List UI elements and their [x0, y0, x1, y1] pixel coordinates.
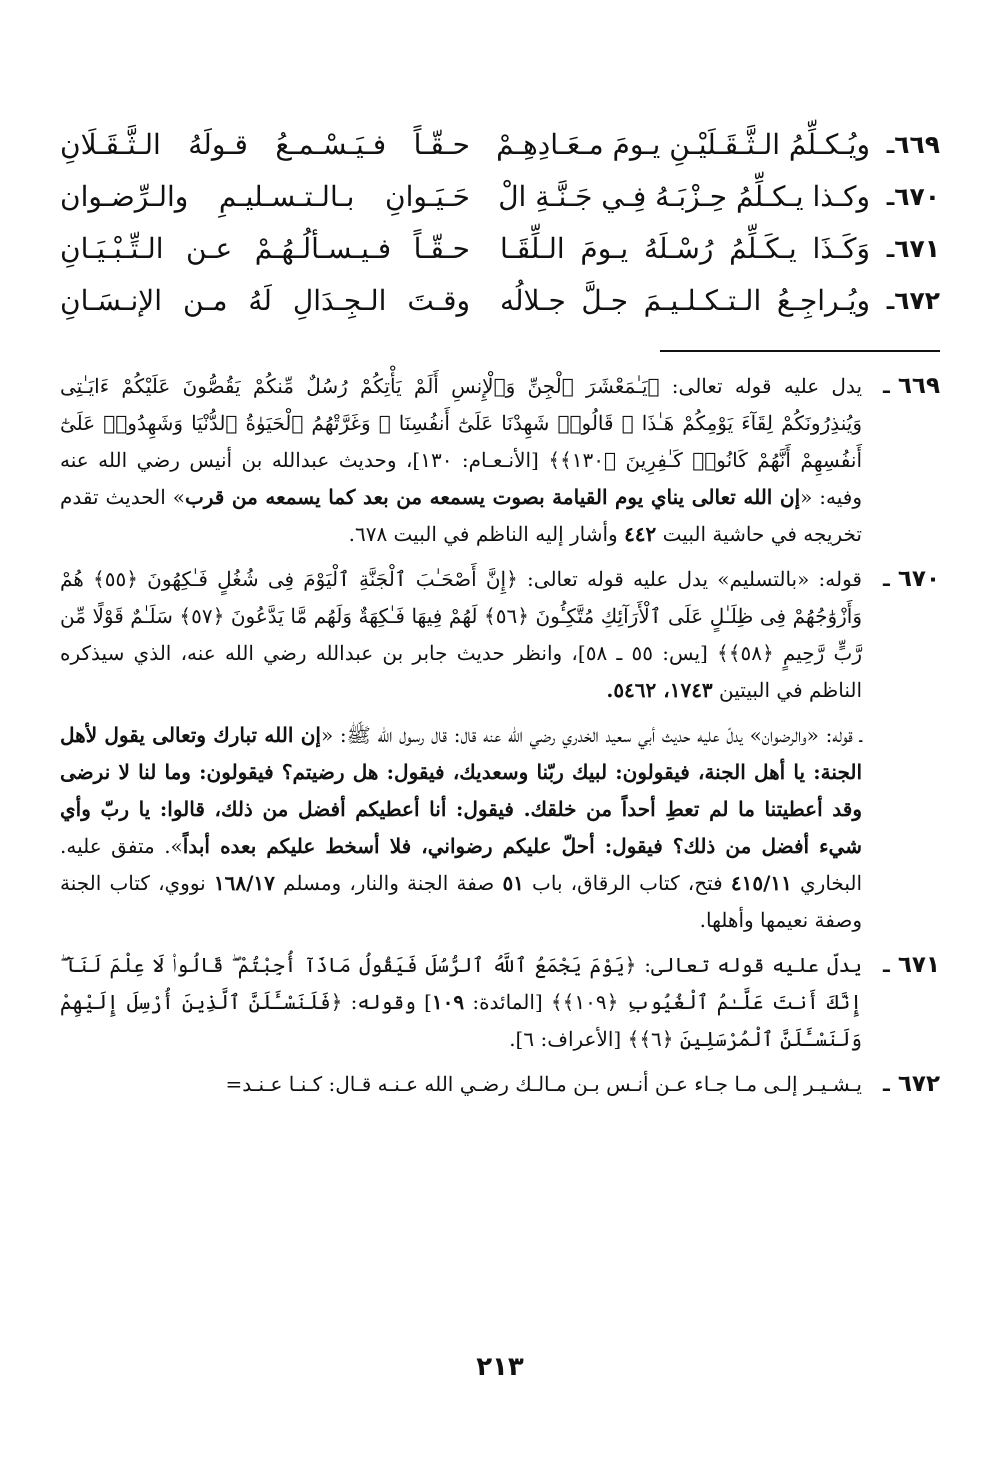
footnote-number: ٦٧١ ـ [883, 952, 940, 978]
footnote-text [60, 947, 862, 1058]
verse-669 [60, 118, 940, 170]
second-hemistich: حَـيَـوانِ بـالـتـسـليـمِ والـرِّضـوان [60, 179, 470, 213]
text-run: ». متفق عليه. البخاري [60, 834, 863, 895]
first-hemistich: وَكَـذَا يـكَـلِّمُ رُسْـلَهُ يـومَ الـلِّقَـا [500, 231, 870, 265]
bold-text: إن الله تبارك وتعالى يقول لأهل الجنة: يا أهل الجنة، فيقولون: لبيك ربّنا وسعديك، فيقول: هل رضيتم؟ فيقولون: وما لنا لا نرضى وقد أعطيتنا ما لم تعطِ أحداً من خلقك. فيقول: أنا أعطيكم أفضل من ذلك، قالوا: يا ربّ وأي شيء أفضل من ذلك؟ فيقول: أحلّ عليكم رضواني، فلا أسخط عليكم بعده أبداً [60, 723, 862, 858]
verse-671 [60, 222, 940, 274]
footnotes [60, 368, 940, 1111]
text-run: [يس: ٥٥ ـ ٥٨]، وانظر حديث جابر بن عبدالله رضي الله عنه، الذي سيذكره الناظم في البيتين [60, 641, 862, 702]
text-run: [الأنـعـام: ١٣٠]، وحديث عبدالله بن أنيس رضي الله عنه وفيه: « [60, 448, 863, 509]
text-run: [المائدة: [464, 990, 551, 1014]
footnote-number: ٦٧٠ ـ [883, 566, 940, 592]
bold-text: ٤٤٢ [624, 522, 657, 546]
verse-number: ٦٧٢ـ [886, 285, 940, 315]
footnote-text [60, 561, 862, 709]
bold-text: إن الله تعالى يناي يوم القيامة بصوت يسمعه من بعد كما يسمعه من قرب [184, 485, 801, 509]
text-run: ] وقوله: [342, 990, 432, 1014]
verse-number: ٦٦٩ـ [886, 129, 940, 159]
second-hemistich: وقـتَ الـجِـدَالِ لَهُ مـن الإنـسَـانِ [60, 283, 470, 317]
quran-quote: ﴿يَـٰمَعْشَرَ ٱلْجِنِّ وَٱلْإِنسِ أَلَمْ يَأْتِكُمْ رُسُلٌ مِّنكُمْ يَقُصُّونَ عَلَيْكُمْ ءَايَـٰتِى وَيُنذِرُونَكُمْ لِقَآءَ يَوْمِكُمْ هَـٰذَا ۚ قَالُوا۟ شَهِدْنَا عَلَىٰٓ أَنفُسِنَا ۖ وَغَرَّتْهُمُ ٱلْحَيَوٰةُ ٱلدُّنْيَا وَشَهِدُوا۟ عَلَىٰٓ أَنفُسِهِمْ أَنَّهُمْ كَانُوا۟ كَـٰفِرِينَ ﴿١٣٠﴾﴾ [60, 374, 863, 472]
quran-quote: ﴿يَوْمَ يَجْمَعُ ٱللَّهُ ٱلرُّسُلَ فَيَقُولُ مَاذَآ أُجِبْتُمْ ۖ قَالُوا۟ لَا عِلْمَ لَنَآ ۖ إِنَّكَ أَنتَ عَلَّـٰمُ ٱلْغُيُوبِ ﴿١٠٩﴾﴾ [60, 953, 863, 1014]
text-run: ـ قوله: «والرضوان» يدلّ عليه حديث أبي سعيد الخدري رضي الله عنه قال: قال رسول الله ﷺ: « [320, 723, 862, 747]
poem-verses [60, 118, 940, 326]
page-number: ٢١٣ [476, 1352, 524, 1382]
bold-text: ١٧٤٣، ٥٤٦٢. [606, 678, 713, 702]
footnote-number: ٦٦٩ ـ [883, 373, 940, 399]
quran-quote: ﴿إِنَّ أَصْحَـٰبَ ٱلْجَنَّةِ ٱلْيَوْمَ فِى شُغُلٍ فَـٰكِهُونَ ﴿٥٥﴾ هُمْ وَأَزْوَٰجُهُمْ فِى ظِلَـٰلٍ عَلَى ٱلْأَرَآئِكِ مُتَّكِـُٔونَ ﴿٥٦﴾ لَهُمْ فِيهَا فَـٰكِهَةٌ وَلَهُم مَّا يَدَّعُونَ ﴿٥٧﴾ سَلَـٰمٌ قَوْلًا مِّن رَّبٍّ رَّحِيمٍ ﴿٥٨﴾﴾ [60, 567, 862, 665]
verse-number: ٦٧١ـ [886, 233, 940, 263]
bold-text: ٤١٥/١١ [730, 871, 792, 895]
footnote-671 [60, 947, 940, 1058]
footnote-separator [660, 350, 940, 352]
footnote-670-continuation [60, 717, 862, 939]
verse-number: ٦٧٠ـ [886, 181, 940, 211]
bold-text: ١٦٨/١٧ [213, 871, 275, 895]
footnote-672 [60, 1066, 940, 1103]
quran-quote: ﴿فَلَنَسْـَٔلَنَّ ٱلَّذِينَ أُرْسِلَ إِلَيْهِمْ وَلَنَسْـَٔلَنَّ ٱلْمُرْسَلِينَ ﴿٦﴾﴾ [60, 990, 862, 1051]
text-run: يدلّ عليه قوله تعالى: [636, 953, 862, 977]
footnote-text [60, 368, 862, 553]
footnote-text [60, 1066, 862, 1103]
text-run: قوله: «بالتسليم» يدل عليه قوله تعالى: [517, 567, 862, 591]
first-hemistich: ويُـكـلِّمُ الـثَّـقَـلَيْـنِ يـومَ مـعَـادِهِـمْ [496, 127, 870, 161]
first-hemistich: ويُـراجِـعُ الـتـكـلـيـمَ جـلَّ جـلالُه [500, 283, 870, 317]
bold-text: ١٠٩ [431, 990, 465, 1014]
second-hemistich: حـقّـاً فـيـسـألُـهُـمْ عـن الـتِّـبْـيَـانِ [60, 231, 470, 265]
text-run: [الأعراف: ٦]. [509, 1027, 628, 1051]
text-run: صفة الجنة والنار، ومسلم [274, 871, 503, 895]
verse-672 [60, 274, 940, 326]
text-run: يدل عليه قوله تعالى: [659, 374, 863, 398]
footnote-670 [60, 561, 940, 709]
second-hemistich: حـقّـاً فـيَـسْـمـعُ قـولَهُ الـثَّـقَـلَانِ [60, 127, 470, 161]
footnote-number: ٦٧٢ ـ [883, 1071, 940, 1097]
verse-670 [60, 170, 940, 222]
text-run: نووي، كتاب الجنة وصفة نعيمها وأهلها. [60, 871, 862, 932]
text-run: يـشـيـر إلـى مـا جـاء عـن أنـس بـن مـالـك رضـي الله عـنـه قـال: كـنـا عـنـد= [225, 1072, 862, 1096]
text-run: وأشار إليه الناظم في البيت ٦٧٨. [348, 522, 625, 546]
first-hemistich: وكـذا يـكـلِّمُ حِـزْبَـهُ فِـي جَـنَّـةِ الْ [498, 179, 870, 213]
bold-text: ٥١ [502, 871, 524, 895]
footnote-669 [60, 368, 940, 553]
text-run: فتح، كتاب الرقاق، باب [523, 871, 731, 895]
text-run: » الحديث تقدم تخريجه في حاشية البيت [60, 485, 862, 546]
